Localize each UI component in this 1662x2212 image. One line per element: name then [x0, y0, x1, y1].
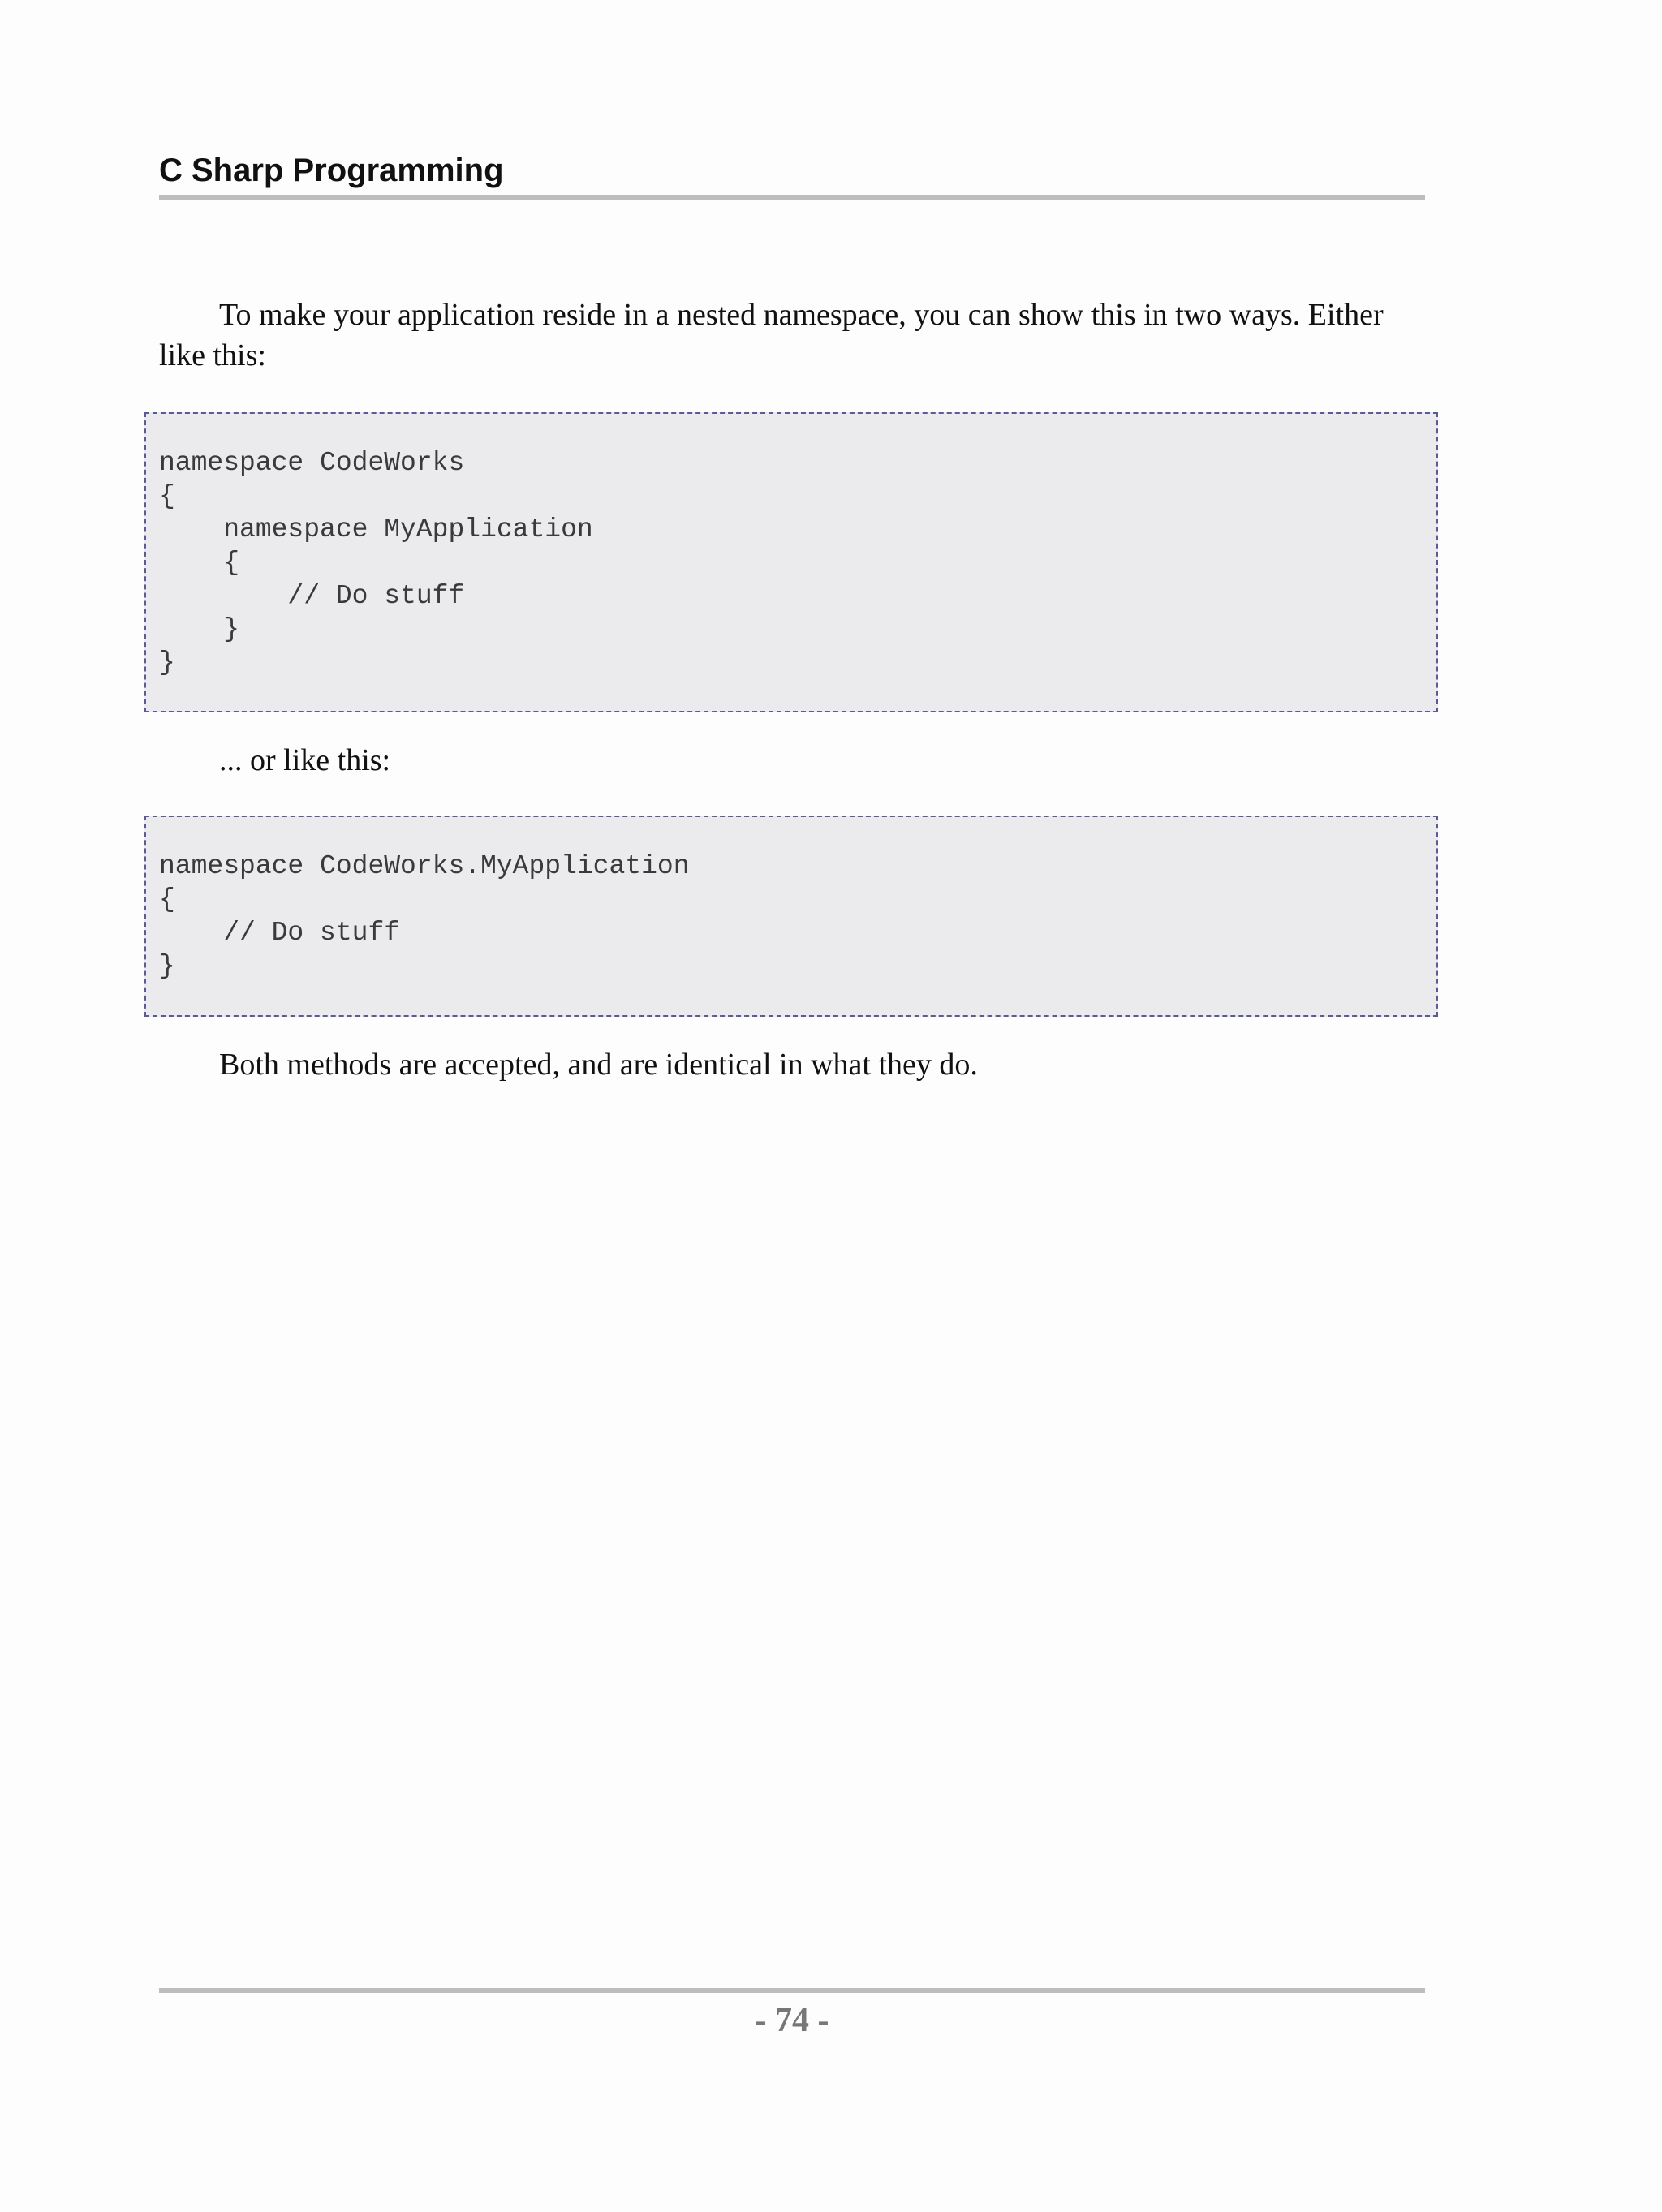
code-block-nested-namespace	[144, 412, 1438, 712]
conclusion-paragraph-text: Both methods are accepted, and are identical in what they do.	[219, 1048, 978, 1082]
alternative-paragraph-text: ... or like this:	[219, 743, 391, 777]
page-number: - 74 -	[755, 2002, 829, 2039]
code-block-dotted-namespace	[144, 816, 1438, 1017]
intro-paragraph-text: To make your application reside in a nested namespace, you can show this in two ways. Either like this:	[159, 298, 1384, 372]
code-block-nested-namespace-text: namespace CodeWorks { namespace MyApplication { // Do stuff } }	[159, 448, 593, 678]
running-header-title: C Sharp Programming	[159, 153, 504, 188]
header-divider	[159, 195, 1425, 200]
intro-paragraph	[159, 295, 1425, 376]
alternative-paragraph	[159, 740, 1425, 781]
code-block-dotted-namespace-text: namespace CodeWorks.MyApplication { // Do stuff }	[159, 851, 690, 981]
footer-divider	[159, 1988, 1425, 1993]
conclusion-paragraph	[159, 1044, 1425, 1085]
